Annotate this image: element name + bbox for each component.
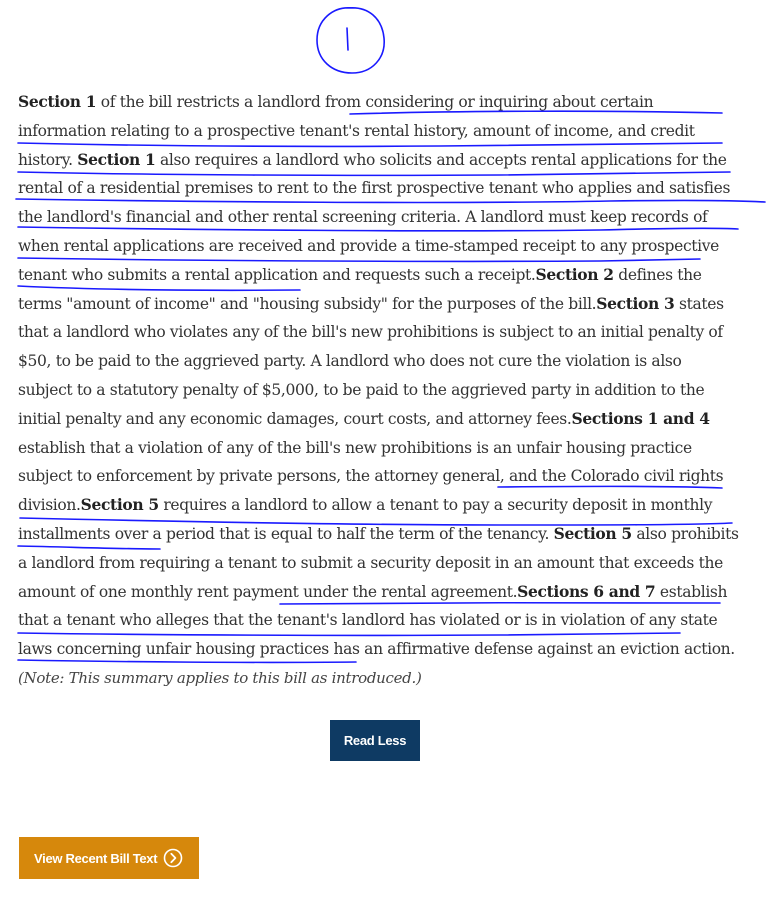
summary-text: of the bill restricts a landlord from considering or inquiring about certain information relating to a prospective tenant's rental history, amount of income, and credit history.: [18, 93, 695, 169]
summary-note: (Note: This summary applies to this bill as introduced.): [18, 669, 422, 687]
summary-text: states that a landlord who violates any of the bill's new prohibitions is subject to an initial penalty of $50, to be paid to the aggrieved party. A landlord who does not cure the violation is also subject to a statutory penalty of $5,000, to be paid to the aggrieved party in addition to the initial penalty and any economic damages, court costs, and attorney fees.: [18, 294, 724, 428]
circled-number-mark: [317, 8, 384, 73]
section-label: Section 3: [596, 293, 675, 313]
summary-paragraph: [18, 88, 740, 664]
summary-text: also prohibits a landlord from requiring a tenant to submit a security deposit in an amount that exceeds the amount of one monthly rent payment under the rental agreement.: [18, 524, 739, 601]
handwritten-digit-one: [347, 28, 348, 50]
summary-text: requires a landlord to allow a tenant to pay a security deposit in monthly installments over a period that is equal to half the term of the tenancy.: [18, 496, 713, 543]
summary-text: establish that a tenant who alleges that the tenant's landlord has violated or is in violation of any state laws concerning unfair housing practices has an affirmative defense against an eviction action.: [18, 582, 735, 659]
section-label: Sections 1 and 4: [571, 408, 710, 428]
bill-summary: [18, 88, 740, 664]
chevron-right-circle-icon: [163, 848, 183, 868]
section-label: Section 5: [80, 495, 159, 515]
section-label: Section 1: [18, 92, 97, 111]
summary-text: establish that a violation of any of the bill's new prohibitions is an unfair housing practice subject to enforcement by private persons, the attorney general, and the Colorado civil rights division.: [18, 438, 724, 515]
view-bill-label: View Recent Bill Text: [34, 850, 158, 866]
read-less-button[interactable]: Read Less: [330, 720, 420, 761]
view-recent-bill-text-button[interactable]: [19, 837, 199, 879]
section-label: Sections 6 and 7: [517, 581, 656, 601]
section-label: Section 2: [535, 264, 614, 284]
summary-text: also requires a landlord who solicits and accepts rental applications for the rental of a residential premises to rent to the first prospective tenant who applies and satisfies the landlord's financial and other rental screening criteria. A landlord must keep records of when rental applications are received and provide a time-stamped receipt to any prospective tenant who submits a rental application and requests such a receipt.: [18, 150, 731, 284]
section-label: Section 5: [553, 523, 632, 543]
summary-text: defines the terms "amount of income" and "housing subsidy" for the purposes of the bill.: [18, 265, 702, 313]
section-label: Section 1: [77, 149, 156, 169]
